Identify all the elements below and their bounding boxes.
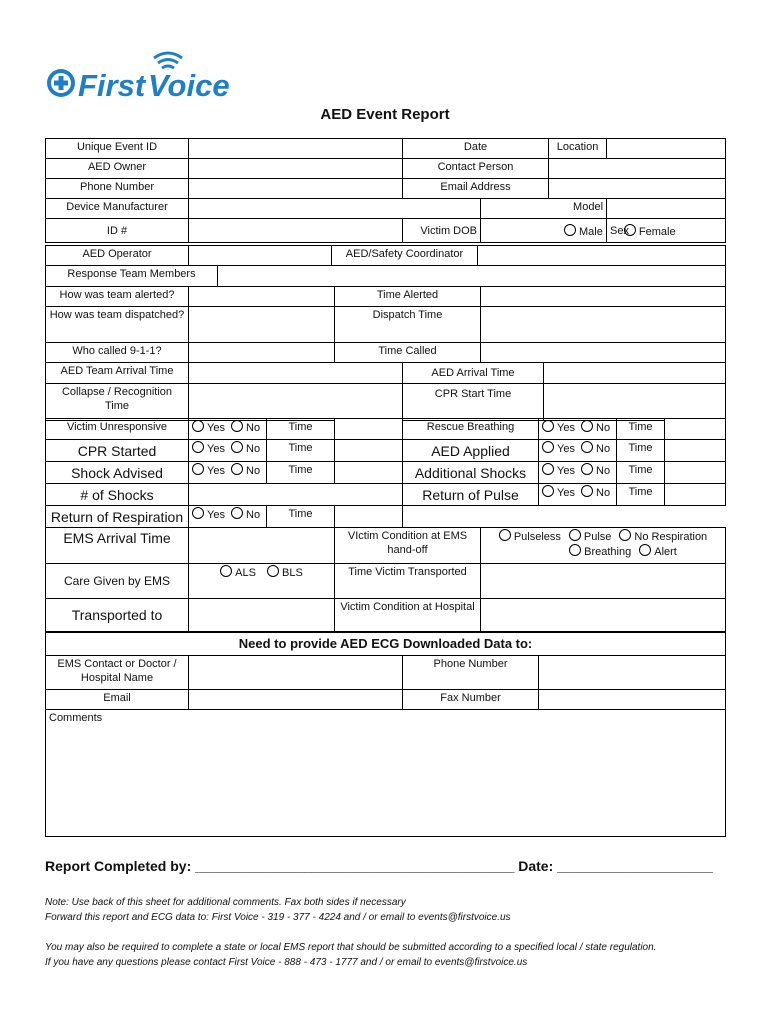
who-called-label: Who called 9-1-1? — [46, 343, 189, 363]
return-of-respiration-label: Return of Respiration — [46, 506, 189, 528]
radio-yes-icon[interactable] — [542, 441, 554, 453]
return-of-respiration-options[interactable] — [189, 506, 267, 528]
aed-applied-time-field[interactable] — [665, 440, 726, 462]
yes-label: Yes — [557, 487, 575, 499]
fax-number-field[interactable] — [539, 689, 726, 709]
radio-no-icon[interactable] — [231, 441, 243, 453]
victim-unresponsive-label: Victim Unresponsive — [46, 419, 189, 440]
yes-label: Yes — [557, 422, 575, 434]
radio-male-icon[interactable] — [564, 224, 576, 236]
aed-operator-field[interactable] — [189, 246, 332, 266]
radio-no-icon[interactable] — [231, 420, 243, 432]
no-respiration-label: No Respiration — [634, 531, 708, 543]
time-alerted-label: Time Alerted — [335, 287, 481, 307]
device-manufacturer-label: Device Manufacturer — [46, 199, 189, 219]
no-label: No — [596, 443, 611, 455]
return-of-pulse-time-field[interactable] — [665, 484, 726, 506]
shock-advised-options[interactable] — [189, 462, 267, 484]
rescue-breathing-label: Rescue Breathing — [403, 419, 539, 440]
ems-contact-field[interactable] — [189, 655, 403, 689]
radio-no-icon[interactable] — [581, 485, 593, 497]
comments-field[interactable] — [46, 709, 726, 836]
email-address-field[interactable] — [549, 179, 726, 199]
ems-section — [45, 527, 726, 632]
no-label: No — [246, 422, 261, 434]
aed-owner-field[interactable] — [189, 159, 403, 179]
return-of-pulse-options[interactable] — [539, 484, 617, 506]
radio-yes-icon[interactable] — [192, 507, 204, 519]
yes-label: Yes — [557, 465, 575, 477]
cpr-started-label: CPR Started — [46, 440, 189, 462]
victim-condition-handoff-options[interactable] — [481, 528, 726, 564]
time-label: Time — [267, 462, 335, 484]
first-voice-logo-icon — [44, 44, 244, 104]
radio-yes-icon[interactable] — [192, 463, 204, 475]
time-label: Time — [617, 484, 665, 506]
shock-advised-label: Shock Advised — [46, 462, 189, 484]
unique-event-id-label: Unique Event ID — [46, 139, 189, 159]
time-alerted-field[interactable] — [481, 287, 726, 307]
return-of-pulse-label: Return of Pulse — [403, 484, 539, 506]
aed-applied-options[interactable] — [539, 440, 617, 462]
page-title: AED Event Report — [320, 106, 450, 123]
time-label: Time — [267, 506, 335, 528]
id-field[interactable] — [189, 219, 403, 243]
female-label: Female — [638, 226, 676, 238]
transported-to-field[interactable] — [189, 599, 335, 632]
radio-no-icon[interactable] — [581, 420, 593, 432]
report-completed-line[interactable]: Report Completed by: _________________________________________ Date: ____________________ — [45, 858, 713, 874]
date-label: Date — [403, 139, 549, 159]
ems-contact-label: EMS Contact or Doctor / Hospital Name — [46, 655, 189, 689]
shock-advised-time-field[interactable] — [335, 462, 403, 484]
radio-als-icon[interactable] — [220, 565, 232, 577]
operators-section — [45, 245, 726, 266]
model-label: Model — [481, 199, 607, 219]
sex-label: Sex — [610, 224, 629, 237]
radio-female-icon[interactable] — [624, 224, 636, 236]
no-label: No — [246, 465, 261, 477]
note-line-1: Note: Use back of this sheet for additional comments. Fax both sides if necessary — [45, 897, 406, 908]
victim-unresponsive-time-field[interactable] — [335, 419, 403, 440]
aed-arrival-row — [403, 363, 726, 384]
note-line-2: Forward this report and ECG data to: First Voice - 319 - 377 - 4224 and / or email to events@firstvoice.us — [45, 912, 511, 923]
yes-label: Yes — [207, 443, 225, 455]
additional-shocks-options[interactable] — [539, 462, 617, 484]
time-label: Time — [617, 440, 665, 462]
arrival-section — [45, 362, 726, 421]
ems-arrival-time-field[interactable] — [189, 528, 335, 564]
phone-number-field[interactable] — [189, 179, 403, 199]
time-called-label: Time Called — [335, 343, 481, 363]
id-label: ID # — [46, 219, 189, 243]
no-label: No — [246, 509, 261, 521]
aed-arrival-time-field[interactable] — [543, 363, 725, 383]
aed-arrival-time-label: AED Arrival Time — [431, 367, 515, 379]
who-called-field[interactable] — [189, 343, 335, 363]
alert-label: Alert — [654, 546, 677, 558]
yes-label: Yes — [557, 443, 575, 455]
fax-number-label: Fax Number — [403, 689, 539, 709]
time-label: Time — [267, 419, 335, 440]
cpr-start-time-field[interactable] — [543, 384, 725, 420]
radio-no-icon[interactable] — [581, 463, 593, 475]
location-field[interactable] — [607, 139, 726, 159]
victim-condition-handoff-label: VIctim Condition at EMS hand-off — [335, 528, 481, 564]
svg-text:Voice: Voice — [148, 68, 230, 103]
additional-shocks-label: Additional Shocks — [403, 462, 539, 484]
alert-section — [45, 286, 726, 363]
male-label: Male — [579, 226, 603, 238]
victim-condition-hospital-field[interactable] — [481, 599, 726, 632]
transported-to-label: Transported to — [46, 599, 189, 632]
radio-pulse-icon[interactable] — [569, 529, 581, 541]
response-team-members-field[interactable] — [218, 266, 726, 287]
care-given-by-ems-label: Care Given by EMS — [46, 564, 189, 599]
radio-no-icon[interactable] — [581, 441, 593, 453]
aed-applied-label: AED Applied — [403, 440, 539, 462]
no-label: No — [246, 443, 261, 455]
unique-event-id-field[interactable] — [189, 139, 403, 159]
radio-no-respiration-icon[interactable] — [619, 529, 631, 541]
how-team-dispatched-label: How was team dispatched? — [46, 307, 189, 343]
ecg-phone-number-label: Phone Number — [403, 655, 539, 689]
radio-pulseless-icon[interactable] — [499, 529, 511, 541]
note-line-4: If you have any questions please contact First Voice - 888 - 473 - 1777 and / or email to events@firstvoice.us — [45, 957, 528, 968]
ecg-email-field[interactable] — [189, 689, 403, 709]
blank-cell — [403, 506, 726, 528]
aed-safety-coordinator-field[interactable] — [478, 246, 726, 266]
contact-person-label: Contact Person — [403, 159, 549, 179]
time-label: Time — [617, 462, 665, 484]
contact-person-field[interactable] — [549, 159, 726, 179]
no-label: No — [596, 465, 611, 477]
yes-label: Yes — [207, 509, 225, 521]
aed-team-arrival-time-label: AED Team Arrival Time — [46, 363, 189, 384]
return-of-respiration-time-field[interactable] — [335, 506, 403, 528]
victim-unresponsive-options[interactable] — [189, 419, 267, 440]
yes-label: Yes — [207, 465, 225, 477]
ems-arrival-time-label: EMS Arrival Time — [46, 528, 189, 564]
cpr-start-time-label: CPR Start Time — [434, 388, 512, 400]
cpr-started-time-field[interactable] — [335, 440, 403, 462]
radio-yes-icon[interactable] — [192, 420, 204, 432]
pulse-label: Pulse — [583, 531, 612, 543]
location-label: Location — [549, 139, 607, 159]
time-label: Time — [617, 419, 665, 440]
time-victim-transported-field[interactable] — [481, 564, 726, 599]
victim-dob-label: Victim DOB — [403, 219, 481, 243]
yes-no-section — [45, 418, 726, 528]
how-team-alerted-label: How was team alerted? — [46, 287, 189, 307]
first-voice-logo — [44, 44, 244, 104]
collapse-recognition-time-field[interactable] — [189, 384, 403, 421]
ecg-section — [45, 631, 726, 837]
device-manufacturer-field[interactable] — [189, 199, 481, 219]
phone-number-label: Phone Number — [46, 179, 189, 199]
radio-no-icon[interactable] — [231, 463, 243, 475]
time-called-field[interactable] — [481, 343, 726, 363]
aed-operator-label: AED Operator — [46, 246, 189, 266]
ecg-email-label: Email — [46, 689, 189, 709]
ecg-heading: Need to provide AED ECG Downloaded Data to: — [46, 632, 726, 655]
radio-bls-icon[interactable] — [267, 565, 279, 577]
sex-radio-group — [560, 224, 680, 238]
how-team-dispatched-field[interactable] — [189, 307, 335, 343]
rescue-breathing-time-field[interactable] — [665, 419, 726, 440]
model-field[interactable] — [607, 199, 726, 219]
comments-label: Comments — [49, 711, 103, 724]
als-label: ALS — [235, 567, 256, 579]
cpr-start-row — [403, 384, 726, 421]
svg-text:First: First — [78, 68, 146, 103]
bls-label: BLS — [282, 567, 303, 579]
victim-condition-hospital-label: Victim Condition at Hospital — [335, 599, 481, 632]
additional-shocks-time-field[interactable] — [665, 462, 726, 484]
care-given-options[interactable] — [189, 564, 335, 599]
rescue-breathing-options[interactable] — [539, 419, 617, 440]
response-team-members-label: Response Team Members — [46, 266, 218, 287]
dispatch-time-label: Dispatch Time — [335, 307, 481, 343]
collapse-recognition-time-label: Collapse / Recognition Time — [46, 384, 189, 421]
how-team-alerted-field[interactable] — [189, 287, 335, 307]
aed-safety-coordinator-label: AED/Safety Coordinator — [332, 246, 478, 266]
radio-yes-icon[interactable] — [542, 485, 554, 497]
yes-label: Yes — [207, 422, 225, 434]
cpr-started-options[interactable] — [189, 440, 267, 462]
aed-owner-label: AED Owner — [46, 159, 189, 179]
aed-team-arrival-time-field[interactable] — [189, 363, 403, 384]
time-victim-transported-label: Time Victim Transported — [335, 564, 481, 599]
note-line-3: You may also be required to complete a state or local EMS report that should be submitted according to a specified local / state regulation. — [45, 942, 657, 953]
time-label: Time — [267, 440, 335, 462]
radio-alert-icon[interactable] — [639, 544, 651, 556]
no-label: No — [596, 422, 611, 434]
radio-yes-icon[interactable] — [542, 463, 554, 475]
breathing-label: Breathing — [584, 546, 632, 558]
radio-no-icon[interactable] — [231, 507, 243, 519]
ecg-phone-number-field[interactable] — [539, 655, 726, 689]
num-shocks-label: # of Shocks — [46, 484, 189, 506]
radio-breathing-icon[interactable] — [569, 544, 581, 556]
pulseless-label: Pulseless — [513, 531, 561, 543]
radio-yes-icon[interactable] — [542, 420, 554, 432]
dispatch-time-field[interactable] — [481, 307, 726, 343]
team-section — [45, 265, 726, 287]
radio-yes-icon[interactable] — [192, 441, 204, 453]
email-address-label: Email Address — [403, 179, 549, 199]
no-label: No — [596, 487, 611, 499]
num-shocks-field[interactable] — [189, 484, 403, 506]
